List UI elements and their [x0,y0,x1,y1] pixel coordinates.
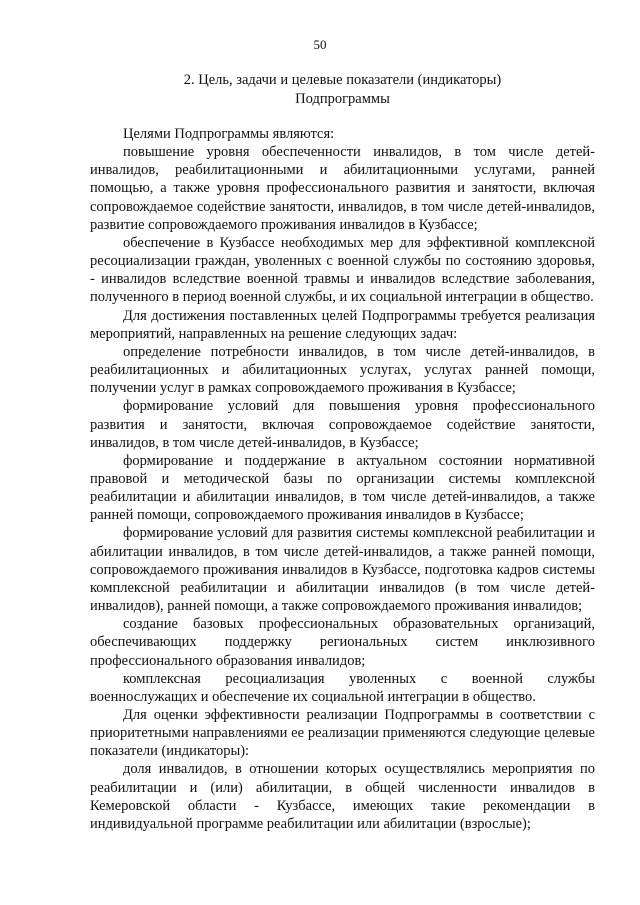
section-heading-line-2: Подпрограммы [295,90,390,107]
page-number: 50 [313,37,327,52]
section-heading [90,71,595,108]
paragraph-tasks-intro: Для достижения поставленных целей Подпрограммы требуется реализация мероприятий, направленных на решение следующих задач: [90,307,595,342]
paragraph-goal-2: обеспечение в Кузбассе необходимых мер для эффективной комплексной ресоциализации граждан, уволенных с военной службы по состоянию здоровья, - инвалидов вследствие военной травмы и инвалидов вследствие заболевания, полученного в период военной службы, и их социальной интеграции в общество. [90,234,595,306]
body-text [90,125,595,833]
paragraph-task-6: комплексная ресоциализация уволенных с военной службы военнослужащих и обеспечение их социальной интеграции в общество. [90,670,595,705]
paragraph-task-3: формирование и поддержание в актуальном состоянии нормативной правовой и методической базы по организации системы комплексной реабилитации и абилитации инвалидов, в том числе детей-инвалидов, а также ранней помощи, сопровождаемого проживания инвалидов в Кузбассе; [90,452,595,524]
paragraph-indicator-1: доля инвалидов, в отношении которых осуществлялись мероприятия по реабилитации и (или) абилитации, в общей численности инвалидов в Кемеровской области - Кузбассе, имеющих такие рекомендации в индивидуальной программе реабилитации или абилитации (взрослые); [90,761,595,832]
section-heading-line-1: 2. Цель, задачи и целевые показатели (индикаторы) [183,72,502,88]
paragraph-task-1: определение потребности инвалидов, в том числе детей-инвалидов, в реабилитационных и абилитационных услугах, услугах ранней помощи, получении услуг в рамках сопровождаемого проживания в Кузбассе; [90,343,595,397]
paragraph-task-4: формирование условий для развития системы комплексной реабилитации и абилитации инвалидов, в том числе детей-инвалидов, а также ранней помощи, сопровождаемого проживания инвалидов в Кузбассе, подготовка кадров системы комплексной реабилитации и абилитации инвалидов (в том числе детей-инвалидов), ранней помощи, а также сопровождаемого проживания инвалидов; [90,525,595,615]
paragraph-task-2: формирование условий для повышения уровня профессионального развития и занятости, включая сопровождаемое содействие занятости, инвалидов, в том числе детей-инвалидов, в Кузбассе; [90,398,595,451]
paragraph-task-5: создание базовых профессиональных образовательных организаций, обеспечивающих поддержку региональных систем инклюзивного профессионального образования инвалидов; [90,616,595,669]
paragraph-goal-1: повышение уровня обеспеченности инвалидов, в том числе детей-инвалидов, реабилитационными и абилитационными услугами, ранней помощью, а также уровня профессионального развития и занятости, включая сопровождаемое содействие занятости, инвалидов, в том числе детей-инвалидов, развитие сопровождаемого проживания инвалидов в Кузбассе; [90,144,595,233]
paragraph-indicators-intro: Для оценки эффективности реализации Подпрограммы в соответствии с приоритетными направлениями ее реализации применяются следующие целевые показатели (индикаторы): [90,707,595,760]
paragraph-goals-intro: Целями Подпрограммы являются: [123,126,335,142]
